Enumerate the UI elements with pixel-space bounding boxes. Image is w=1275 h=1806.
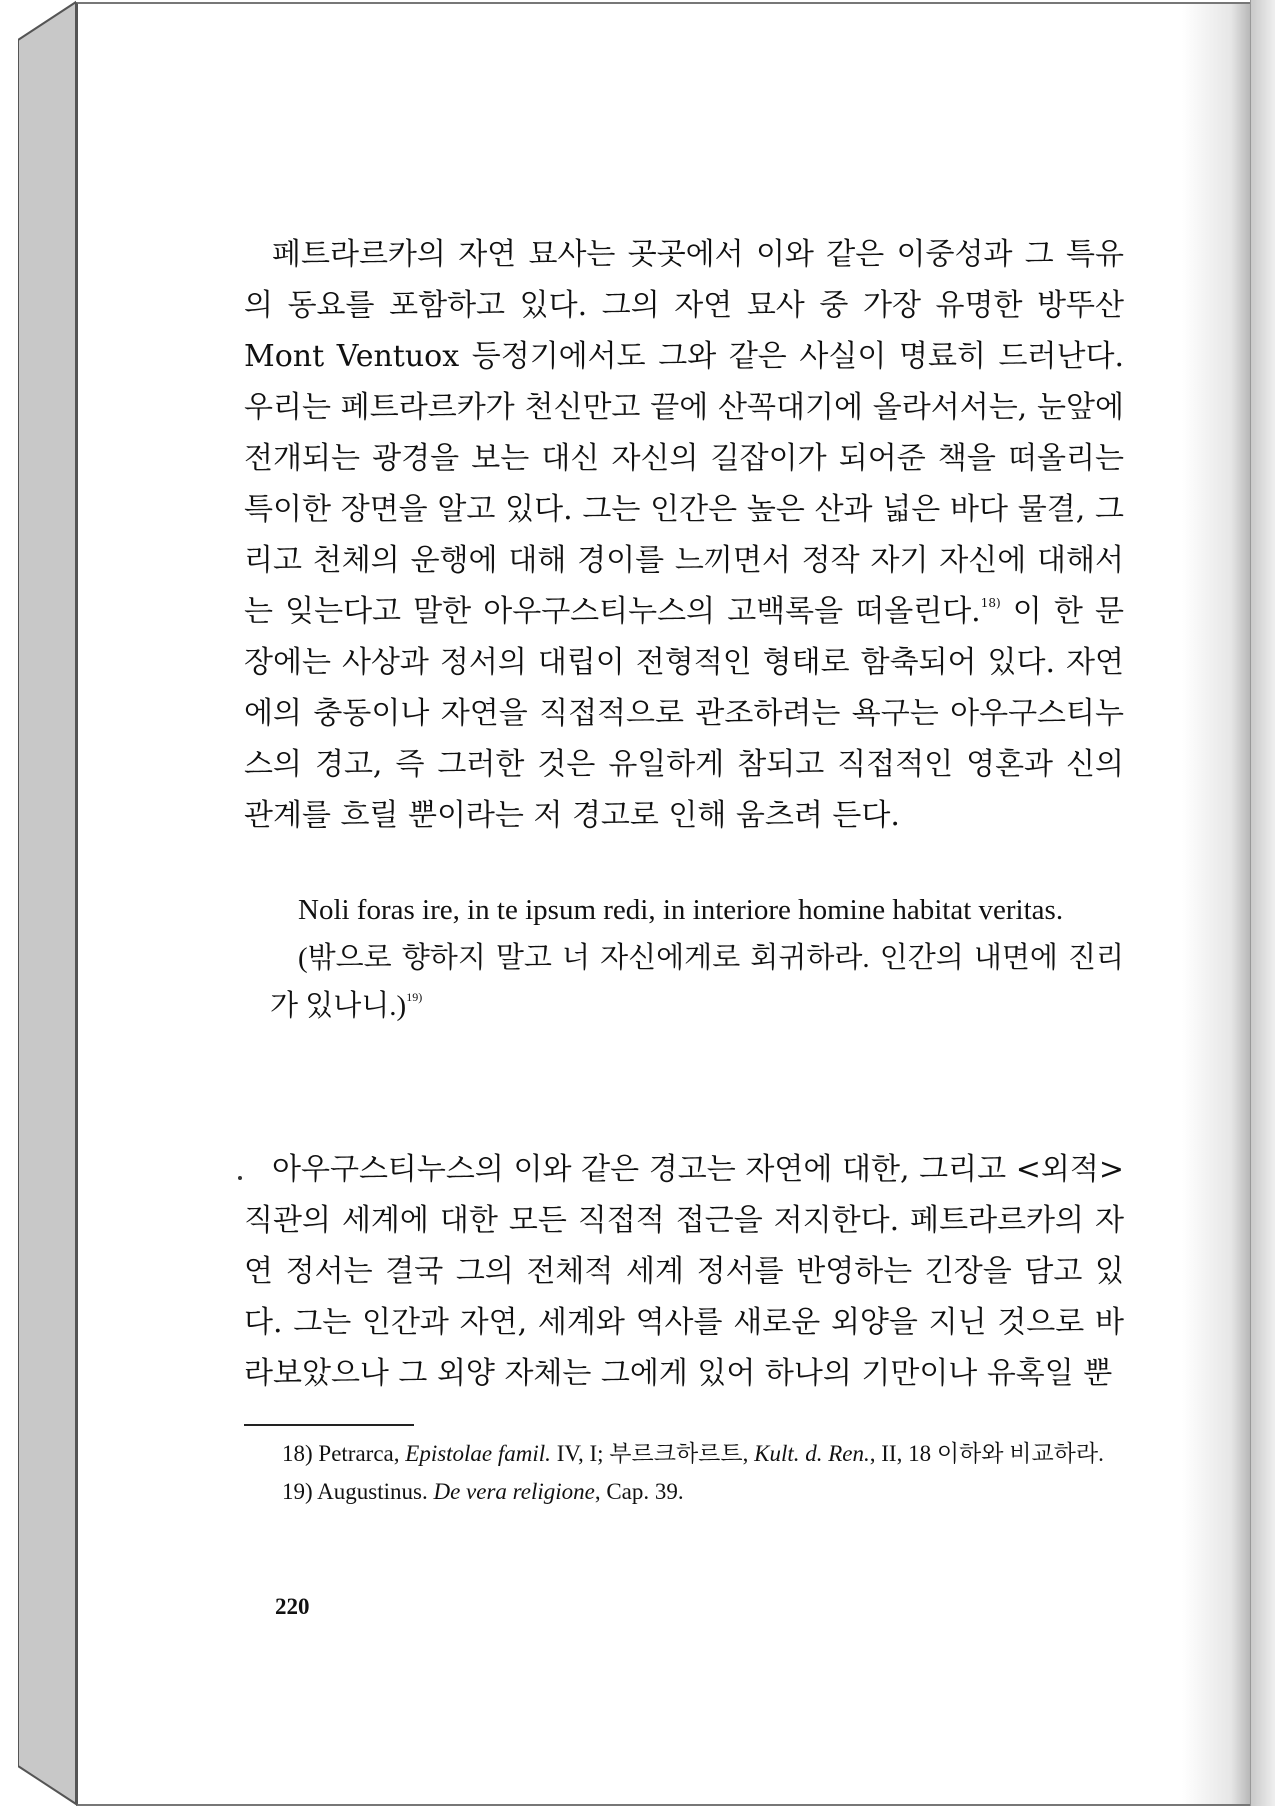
paragraph-text-cont: 이 한 문장에는 사상과 정서의 대립이 전형적인 형태로 함축되어 있다. 자연에의 충동이나 자연을 직접적으로 관조하려는 욕구는 아우구스티누스의 경고, 즉 그러한 것은 유일하게 참되고 직접적인 영혼과 신의 관계를 흐릴 뿐이라는 저 경고로 인해 움츠려 든다. bbox=[244, 594, 1124, 833]
footnotes bbox=[282, 1436, 1124, 1512]
block-quote bbox=[270, 886, 1124, 1030]
quote-korean: (밖으로 향하지 말고 너 자신에게로 회귀하라. 인간의 내면에 진리가 있나니.)$^{19)}$ bbox=[270, 942, 1124, 1022]
stray-mark bbox=[238, 1176, 242, 1180]
footnote-divider bbox=[244, 1424, 414, 1426]
footnote-19: 19) Augustinus. De vera religione, Cap. 39. bbox=[282, 1479, 684, 1504]
footnote-ref-18[interactable]: 18) bbox=[980, 596, 1001, 610]
quote-latin: Noli foras ire, in te ipsum redi, in interiore homine habitat veritas. bbox=[298, 894, 1064, 926]
book-spine bbox=[18, 0, 76, 1806]
page-edge bbox=[1250, 0, 1275, 1806]
page-shadow bbox=[1182, 4, 1252, 1804]
body-paragraph-1 bbox=[244, 229, 1124, 841]
footnote-ref-19[interactable]: 19) bbox=[406, 990, 423, 1004]
paragraph-text: 페트라르카의 자연 묘사는 곳곳에서 이와 같은 이중성과 그 특유의 동요를 포함하고 있다. 그의 자연 묘사 중 가장 유명한 방뚜산 Mont Ventuox 등정기에서도 그와 같은 사실이 명료히 드러난다. 우리는 페트라르카가 천신만고 끝에 산꼭대기에 올라서서는, 눈앞에 전개되는 광경을 보는 대신 자신의 길잡이가 되어준 책을 떠올리는 특이한 장면을 알고 있다. 그는 인간은 높은 산과 넓은 바다 물결, 그리고 천체의 운행에 대해 경이를 느끼면서 정작 자기 자신에 대해서는 잊는다고 말한 아우구스티누스의 고백록을 떠올린다. bbox=[244, 237, 1124, 629]
footnote-18: 18) Petrarca, Epistolae famil. IV, I; 부르크하르트, Kult. d. Ren., II, 18 이하와 비교하라. bbox=[282, 1441, 1104, 1466]
body-paragraph-2 bbox=[244, 1144, 1124, 1399]
page-number: 220 bbox=[275, 1594, 310, 1619]
paragraph-text: 아우구스티누스의 이와 같은 경고는 자연에 대한, 그리고 <외적> 직관의 세계에 대한 모든 직접적 접근을 저지한다. 페트라르카의 자연 정서는 결국 그의 전체적 세계 정서를 반영하는 긴장을 담고 있다. 그는 인간과 자연, 세계와 역사를 새로운 외양을 지닌 것으로 바라보았으나 그 외양 자체는 그에게 있어 하나의 기만이나 유혹일 뿐 bbox=[244, 1152, 1124, 1391]
